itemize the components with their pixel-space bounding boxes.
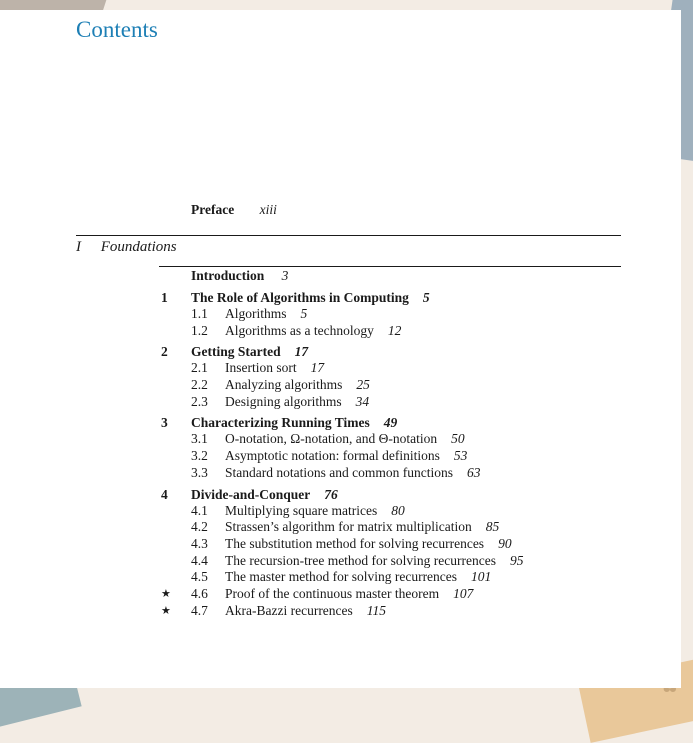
section-title: Standard notations and common functions	[225, 464, 453, 480]
section-number: 3.1	[191, 431, 208, 447]
chapter-entry[interactable]	[159, 486, 639, 503]
chapter-number: 3	[161, 415, 168, 431]
chapter-number: 1	[161, 290, 168, 305]
section-title: Insertion sort	[225, 360, 297, 376]
section-title: Algorithms as a technology	[225, 322, 374, 338]
star-icon: ★	[161, 587, 171, 600]
section-title: Akra-Bazzi recurrences	[225, 602, 353, 618]
section-page-number: 90	[498, 535, 512, 551]
introduction-page-number: 3	[281, 268, 289, 283]
chapter-title-group	[191, 414, 397, 431]
chapter-page-number: 49	[383, 415, 398, 431]
section-title-group	[225, 586, 473, 603]
section-title-group	[225, 603, 386, 620]
section-title-group	[225, 377, 370, 394]
section-title-group	[225, 519, 499, 536]
section-title: Asymptotic notation: formal definitions	[225, 448, 440, 464]
section-page-number: 5	[300, 306, 308, 321]
document-page	[0, 10, 681, 688]
section-number: 4.5	[191, 569, 208, 585]
section-page-number: 95	[510, 552, 524, 568]
section-number: 4.3	[191, 535, 208, 551]
chapter-page-number: 5	[422, 290, 430, 305]
chapter-page-number: 76	[324, 486, 338, 502]
section-title-group	[225, 536, 512, 553]
section-number: 4.6	[191, 585, 208, 601]
section-page-number: 17	[310, 360, 325, 376]
introduction-entry[interactable]	[191, 268, 639, 284]
chapter-title-group	[191, 289, 430, 306]
part-number: I	[76, 239, 81, 255]
section-title: O-notation, Ω-notation, and Θ-notation	[225, 431, 438, 447]
section-number: 2.3	[191, 393, 208, 409]
part-rule-bottom	[159, 266, 621, 267]
part-heading[interactable]	[76, 239, 177, 256]
preface-label: Preface	[191, 202, 235, 217]
introduction-label: Introduction	[191, 268, 265, 283]
section-entry[interactable]	[159, 586, 639, 603]
section-entry[interactable]	[159, 519, 639, 536]
part-rule-top	[76, 235, 621, 236]
section-number: 4.2	[191, 519, 208, 535]
chapter-block	[159, 343, 639, 410]
chapter-title: Getting Started	[191, 344, 281, 360]
chapter-title: Characterizing Running Times	[191, 415, 370, 431]
section-page-number: 101	[471, 569, 492, 585]
section-page-number: 50	[451, 431, 465, 447]
table-of-contents	[159, 268, 639, 623]
section-title-group	[225, 448, 467, 465]
section-title: Analyzing algorithms	[225, 377, 343, 393]
chapter-page-number: 17	[294, 344, 309, 360]
section-number: 1.1	[191, 306, 208, 321]
section-entry[interactable]	[159, 503, 639, 520]
section-page-number: 34	[355, 393, 370, 409]
section-title: Proof of the continuous master theorem	[225, 585, 440, 601]
star-icon: ★	[161, 604, 171, 617]
section-number: 2.2	[191, 377, 208, 393]
section-title: Multiplying square matrices	[225, 502, 378, 518]
chapter-block	[159, 289, 639, 339]
section-number: 2.1	[191, 360, 208, 376]
section-title-group	[225, 503, 405, 520]
preface-page-number: xiii	[259, 202, 277, 217]
section-number: 4.7	[191, 602, 208, 618]
chapter-entry[interactable]	[159, 343, 639, 360]
section-entry[interactable]	[159, 377, 639, 394]
section-entry[interactable]	[159, 536, 639, 553]
section-entry[interactable]	[159, 603, 639, 620]
section-entry[interactable]	[159, 394, 639, 411]
section-page-number: 53	[453, 448, 468, 464]
section-title-group	[225, 323, 401, 340]
section-number: 4.4	[191, 552, 208, 568]
section-page-number: 107	[453, 585, 474, 601]
chapter-entry[interactable]	[159, 414, 639, 431]
section-page-number: 85	[485, 519, 500, 535]
section-page-number: 25	[356, 377, 370, 393]
section-title: The recursion-tree method for solving recurrences	[225, 552, 497, 568]
section-title-group	[225, 553, 524, 570]
section-number: 3.3	[191, 464, 208, 480]
chapter-number: 2	[161, 344, 168, 360]
section-title: The substitution method for solving recurrences	[225, 535, 485, 551]
section-entry[interactable]	[159, 306, 639, 323]
section-entry[interactable]	[159, 323, 639, 340]
section-title-group	[225, 431, 465, 448]
chapter-number: 4	[161, 486, 168, 502]
chapter-title: Divide-and-Conquer	[191, 486, 311, 502]
section-entry[interactable]	[159, 569, 639, 586]
section-title: Designing algorithms	[225, 393, 342, 409]
section-title-group	[225, 394, 369, 411]
part-title: Foundations	[100, 239, 177, 255]
section-number: 1.2	[191, 322, 208, 338]
section-number: 3.2	[191, 448, 208, 464]
section-title: Strassen’s algorithm for matrix multiplication	[225, 519, 472, 535]
chapter-block	[159, 414, 639, 481]
chapter-title: The Role of Algorithms in Computing	[191, 290, 409, 305]
chapter-list	[159, 289, 639, 619]
section-page-number: 12	[387, 322, 402, 338]
chapter-block	[159, 486, 639, 620]
chapter-title-group	[191, 343, 308, 360]
chapter-entry[interactable]	[159, 289, 639, 306]
section-title: Algorithms	[225, 306, 287, 321]
section-number: 4.1	[191, 502, 208, 518]
section-title-group	[225, 465, 480, 482]
section-page-number: 80	[391, 502, 405, 518]
page-title: Contents	[76, 17, 158, 42]
section-entry[interactable]	[159, 465, 639, 482]
section-page-number: 115	[366, 602, 387, 618]
section-title: The master method for solving recurrences	[225, 569, 458, 585]
preface-entry[interactable]	[191, 202, 277, 218]
section-entry[interactable]	[159, 448, 639, 465]
section-entry[interactable]	[159, 553, 639, 570]
section-title-group	[225, 569, 491, 586]
section-entry[interactable]	[159, 431, 639, 448]
chapter-title-group	[191, 486, 338, 503]
section-title-group	[225, 306, 307, 323]
section-entry[interactable]	[159, 360, 639, 377]
section-title-group	[225, 360, 324, 377]
section-page-number: 63	[466, 464, 481, 480]
